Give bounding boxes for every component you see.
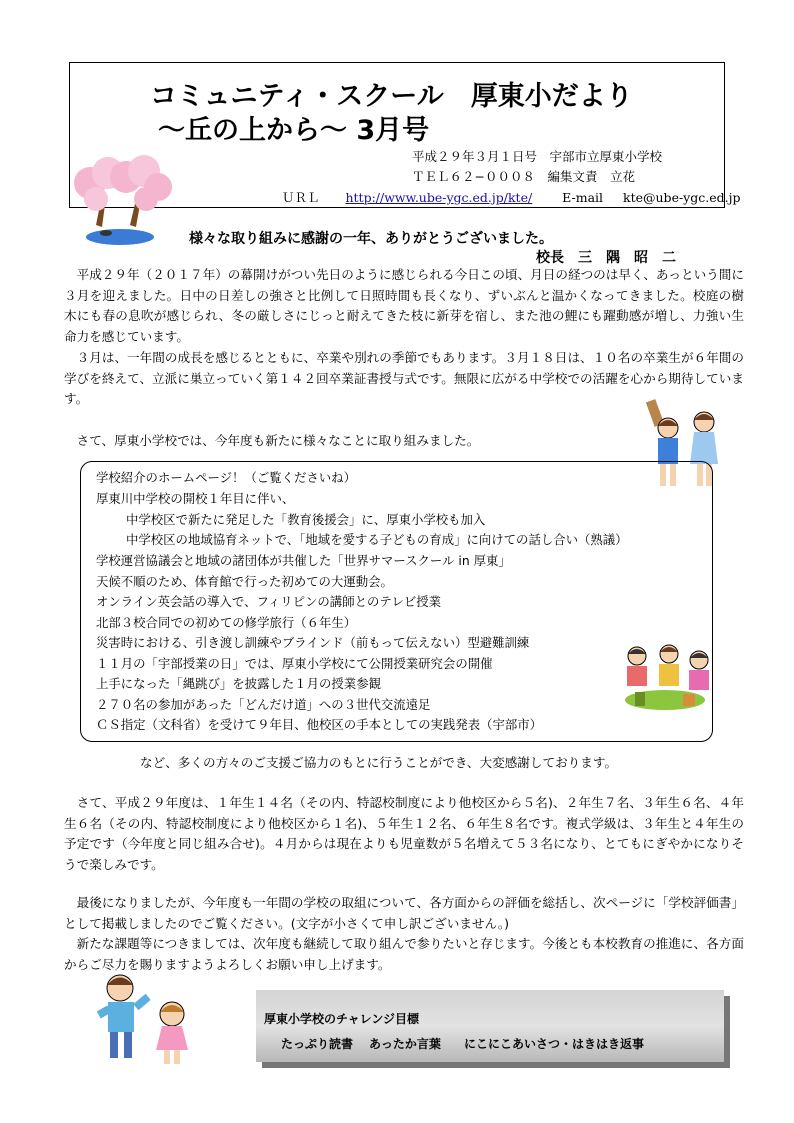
email-address: kte@ube-ygc.ed.jp	[623, 190, 741, 205]
list-item: 上手になった「縄跳び」を披露した１月の授業参観	[96, 676, 381, 691]
newsletter-subtitle: 〜丘の上から〜 3月号	[158, 115, 430, 146]
after-list-text: など、多くの方々のご支援ご協力のもとに行うことができ、大変感謝しております。	[140, 755, 618, 770]
list-item: オンライン英会話の導入で、フィリピンの講師とのテレビ授業	[96, 594, 442, 609]
cherry-blossom-illustration	[66, 155, 174, 247]
list-item: 学校紹介のホームページ！（ご覧くださいね）	[96, 470, 356, 485]
paragraph-2: ３月は、一年間の成長を感じるとともに、卒業や別れの季節でもあります。３月１８日は、１０名の卒業生が６年間の学びを終えて、立派に巣立っていく第１４２回卒業証書授与式です。無限に広がる中学校での活躍を心から期待しています。	[64, 350, 744, 407]
challenge-title: 厚東小学校のチャレンジ目標	[264, 1012, 420, 1026]
paragraph-3: さて、厚東小学校では、今年度も新たに様々なことに取り組みました。	[64, 433, 480, 448]
email-label: E-mail	[562, 190, 604, 205]
list-item: 中学校区で新たに発足した「教育後援会」に、厚東小学校も加入	[126, 512, 486, 527]
paragraph-6: 新たな課題等につきましては、次年度も継続して取り組んで参りたいと存じます。今後とも本校教育の推進に、各方面からご尽力を賜りますようよろしくお願い申し上げます。	[64, 936, 744, 972]
list-item: 天候不順のため、体育館で行った初めての大運動会。	[96, 574, 393, 589]
newsletter-title: コミュニティ・スクール 厚東小だより	[150, 81, 633, 112]
url-label: ＵＲＬ	[282, 190, 320, 205]
paragraph-4: さて、平成２９年度は、１年生１４名（その内、特認校制度により他校区から５名)、２年生７名、３年生６名、４年生６名（その内、特認校制度により他校区から１名)、５年生１２名、６年生８名です。複式学級は、３年生と４年生の予定です（今年度と同じ組み合せ)。４月からは現在よりも児童数が５名増えて５３名になり、とてもにぎやかになりそうで楽しみです。	[64, 795, 744, 872]
list-item: 学校運営協議会と地域の諸団体が共催した「世界サマースクール in 厚東」	[96, 553, 511, 568]
list-item: ＣＳ指定（文科省）を受けて９年目、他校区の手本としての実践発表（宇部市）	[96, 717, 543, 732]
article-title: 様々な取り組みに感謝の一年、ありがとうございました。	[189, 231, 553, 247]
paragraph-1: 平成２９年（２０１７年）の幕開けがつい先日のように感じられる今日この頃、月日の経つのは早く、あっという間に３月を迎えました。日中の日差しの強さと比例して日照時間も長くなり、ずいぶんと温かくなってきました。校庭の樹木にも春の息吹が感じられ、冬の厳しさにじっと耐えてきた枝に新芽を宿し、また池の鯉にも躍動感が増し、力強い生命力を感じています。	[64, 267, 744, 344]
pond-rock	[100, 230, 112, 236]
paragraph-5: 最後になりましたが、今年度も一年間の学校の取組について、各方面からの評価を総括し、次ページに「学校評価書」として掲載しましたのでご覧ください。(文字が小さくて申し訳ございません。)	[64, 895, 744, 931]
children-activity-illustration	[615, 640, 715, 720]
pond-shape	[86, 229, 154, 245]
challenge-goal-greeting: にこにこあいさつ・はきはき返事	[464, 1037, 645, 1051]
challenge-goal-words: あったか言葉	[369, 1037, 441, 1051]
list-item: １１月の「宇部授業の日」では、厚東小学校にて公開授業研究会の開催	[96, 656, 493, 671]
tel-line: ＴＥＬ６２−０００８ 編集文責 立花	[412, 169, 635, 184]
school-url-link[interactable]: http://www.ube-ygc.ed.jp/kte/	[345, 190, 533, 205]
list-item: ２７０名の参加があった「どんだけ道」への３世代交流遠足	[96, 697, 431, 712]
principal-name: 校長 三 隅 昭 二	[536, 250, 676, 266]
contact-line	[282, 188, 740, 206]
list-item: 厚東川中学校の開校１年目に伴い、	[96, 491, 295, 506]
list-item: 中学校区の地域協育ネットで、「地域を愛する子どもの育成」に向けての話し合い（熟議）	[126, 532, 628, 547]
list-item: 災害時における、引き渡し訓練やブラインド（前もって伝えない）型避難訓練	[96, 635, 530, 650]
challenge-goal-reading: たっぷり読書	[281, 1037, 354, 1051]
issue-line: 平成２９年３月１日号 宇部市立厚東小学校	[412, 149, 663, 164]
greeting-children-illustration	[92, 970, 202, 1068]
list-item: 北部３校合同での初めての修学旅行（６年生）	[96, 615, 357, 630]
